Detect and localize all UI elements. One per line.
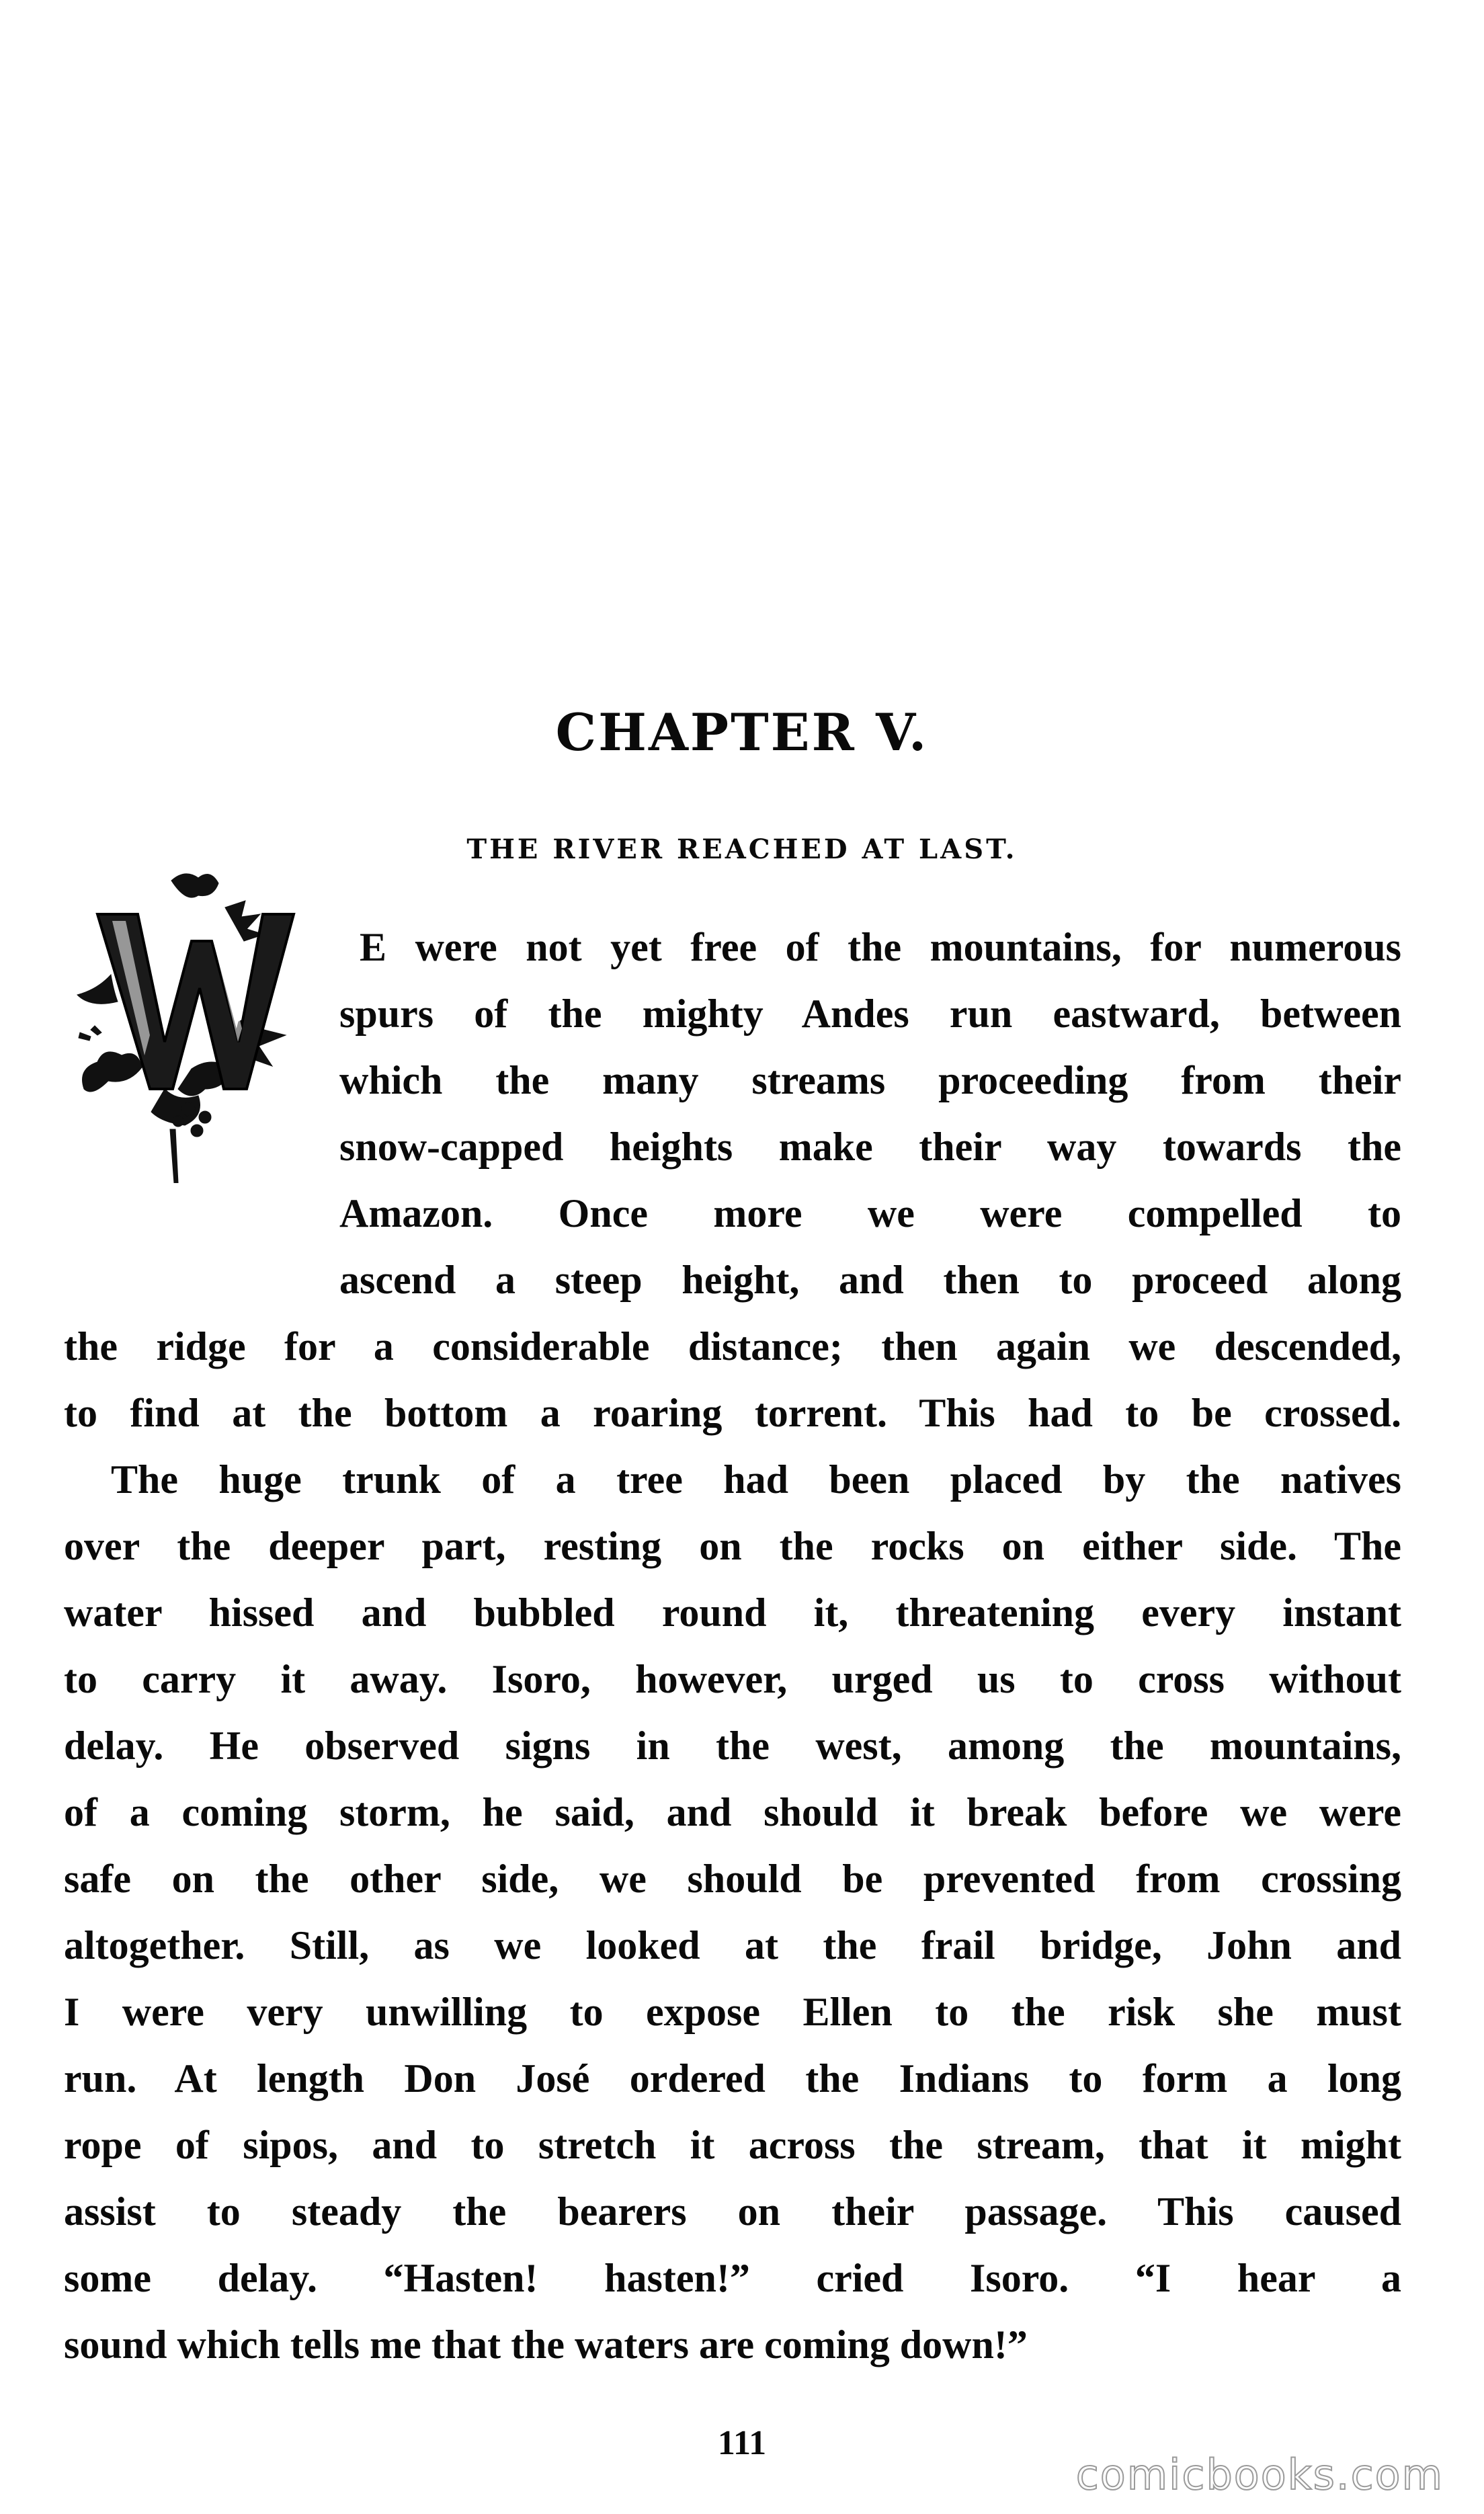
body-line: to find at the bottom a roaring torrent. This had to be crossed. xyxy=(64,1391,1401,1435)
chapter-body xyxy=(64,914,1401,2378)
body-line: the ridge for a considerable distance; then again we descended, xyxy=(64,1324,1401,1369)
body-line: of a coming storm, he said, and should it break before we were xyxy=(64,1790,1401,1834)
body-line: delay. He observed signs in the west, among the mountains, xyxy=(64,1724,1401,1768)
body-line: E were not yet free of the mountains, for numerous xyxy=(360,925,1401,969)
body-line: some delay. “Hasten! hasten!” cried Isoro. “I hear a xyxy=(64,2256,1401,2300)
body-line: spurs of the mighty Andes run eastward, between xyxy=(339,991,1401,1036)
body-line: I were very unwilling to expose Ellen to the risk she must xyxy=(64,1990,1401,2034)
watermark-logo: comicbooks.com xyxy=(1075,2450,1444,2499)
body-line: Amazon. Once more we were compelled to xyxy=(339,1191,1401,1235)
chapter-subtitle: THE RIVER REACHED AT LAST. xyxy=(466,834,1018,865)
body-line: rope of sipos, and to stretch it across the stream, that it might xyxy=(64,2123,1401,2167)
body-line: run. At length Don José ordered the Indians to form a long xyxy=(64,2056,1401,2101)
body-line: ascend a steep height, and then to proceed along xyxy=(339,1258,1401,1302)
body-line: assist to steady the bearers on their passage. This caused xyxy=(64,2189,1401,2234)
body-line: safe on the other side, we should be prevented from crossing xyxy=(64,1857,1401,1901)
body-line: The huge trunk of a tree had been placed by the natives xyxy=(111,1457,1401,1502)
body-line: which the many streams proceeding from their xyxy=(339,1058,1401,1102)
body-line: snow-capped heights make their way towards the xyxy=(339,1125,1401,1169)
body-line: water hissed and bubbled round it, threatening every instant xyxy=(64,1590,1401,1635)
body-line: sound which tells me that the waters are coming down!” xyxy=(64,2322,1028,2367)
page-number: 111 xyxy=(717,2424,767,2462)
body-line: over the deeper part, resting on the rocks on either side. The xyxy=(64,1524,1401,1568)
chapter-title: CHAPTER V. xyxy=(555,702,929,762)
body-line: altogether. Still, as we looked at the frail bridge, John and xyxy=(64,1923,1401,1968)
body-line: to carry it away. Isoro, however, urged us to cross without xyxy=(64,1657,1401,1701)
